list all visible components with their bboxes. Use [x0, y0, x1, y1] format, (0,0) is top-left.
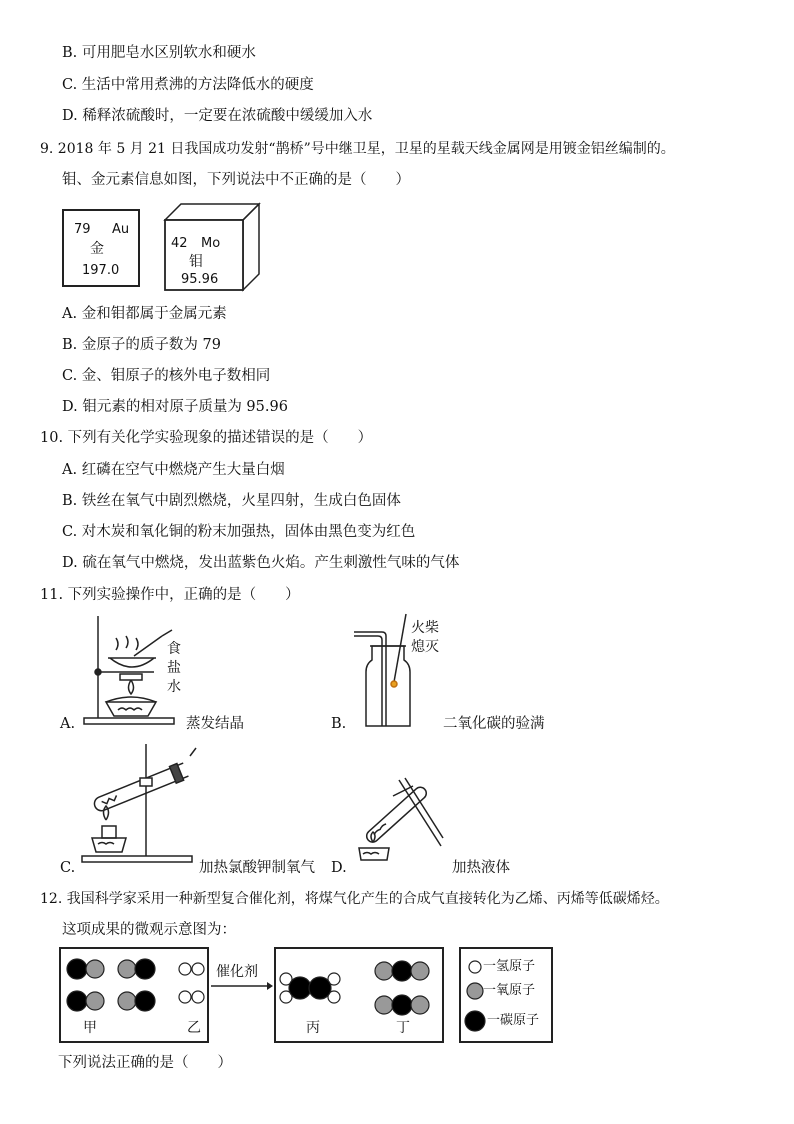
gold-element-card: [62, 209, 140, 287]
q8-option-b: B. 可用肥皂水区别软水和硬水: [62, 45, 256, 61]
reactants-box: [59, 947, 209, 1043]
molybdenum-element-card: [163, 202, 263, 292]
molybdenum-atomic-number: 42: [171, 236, 188, 251]
q10-option-b: B. 铁丝在氧气中剧烈燃烧，火星四射，生成白色固体: [62, 493, 401, 509]
reactant-label-yi: 乙: [187, 1020, 201, 1036]
q9-stem-line-1: 9. 2018 年 5 月 21 日我国成功发射“鹊桥”号中继卫星，卫星的星载天线金属网是用镀金铝丝编制的。: [40, 141, 675, 157]
q11a-label-water: 水: [167, 679, 181, 695]
gold-atomic-number: 79: [74, 222, 91, 237]
q8-option-d: D. 稀释浓硫酸时，一定要在浓硫酸中缓缓加入水: [62, 108, 373, 124]
heating-test-tube-apparatus-icon: [78, 740, 198, 864]
heating-liquid-tube-icon: [355, 776, 445, 862]
q11c-caption: 加热氯酸钾制氧气: [199, 860, 315, 876]
q10-stem: 10. 下列有关化学实验现象的描述错误的是（ ）: [40, 430, 373, 446]
q9-option-d: D. 钼元素的相对原子质量为 95.96: [62, 399, 288, 415]
q10-option-d: D. 硫在氧气中燃烧，发出蓝紫色火焰。产生刺激性气味的气体: [62, 555, 460, 571]
atom-legend-box: [459, 947, 553, 1043]
legend-hydrogen: 一氢原子: [483, 959, 536, 974]
q11b-letter: B.: [331, 716, 347, 732]
gold-symbol: Au: [112, 222, 130, 237]
q11b-label-extinguished: 熄灭: [411, 639, 439, 655]
q9-option-a: A. 金和钼都属于金属元素: [62, 306, 227, 322]
products-box: [274, 947, 444, 1043]
q10-option-a: A. 红磷在空气中燃烧产生大量白烟: [62, 462, 285, 478]
molybdenum-name: 钼: [189, 254, 203, 270]
q12-question: 下列说法正确的是（ ）: [58, 1055, 232, 1071]
legend-carbon: 一碳原子: [487, 1013, 540, 1028]
product-label-ding: 丁: [396, 1020, 410, 1036]
q11-stem: 11. 下列实验操作中，正确的是（ ）: [40, 587, 300, 603]
q11a-label-salt: 盐: [167, 660, 181, 676]
q11d-letter: D.: [331, 860, 347, 876]
legend-oxygen: 一氧原子: [483, 983, 536, 998]
product-label-bing: 丙: [306, 1020, 320, 1036]
q11b-caption: 二氧化碳的验满: [443, 716, 545, 732]
q8-option-c: C. 生活中常用煮沸的方法降低水的硬度: [62, 77, 314, 93]
catalyst-label: 催化剂: [216, 964, 258, 980]
q12-stem-line-1: 12. 我国科学家采用一种新型复合催化剂，将煤气化产生的合成气直接转化为乙烯、丙烯等低碳烯烃。: [40, 891, 669, 907]
q10-option-c: C. 对木炭和氧化铜的粉末加强热，固体由黑色变为红色: [62, 524, 416, 540]
gold-name: 金: [90, 241, 104, 257]
reactant-label-jia: 甲: [83, 1020, 97, 1036]
molybdenum-atomic-mass: 95.96: [181, 272, 219, 287]
reaction-arrow-icon: [211, 980, 273, 992]
product-molecules-icon: [276, 949, 446, 1045]
q12-stem-line-2: 这项成果的微观示意图为：: [62, 922, 236, 938]
molybdenum-symbol: Mo: [201, 236, 221, 251]
evaporation-apparatus-icon: [80, 612, 180, 728]
q11c-letter: C.: [60, 860, 76, 876]
q11b-label-match: 火柴: [411, 620, 439, 636]
q11a-label-food: 食: [167, 641, 181, 657]
q11a-letter: A.: [60, 716, 76, 732]
q9-option-c: C. 金、钼原子的核外电子数相同: [62, 368, 271, 384]
q9-option-b: B. 金原子的质子数为 79: [62, 337, 221, 353]
gold-atomic-mass: 197.0: [82, 263, 120, 278]
q9-stem-line-2: 钼、金元素信息如图，下列说法中不正确的是（ ）: [62, 172, 410, 188]
q11a-caption: 蒸发结晶: [186, 716, 244, 732]
q11d-caption: 加热液体: [452, 860, 510, 876]
